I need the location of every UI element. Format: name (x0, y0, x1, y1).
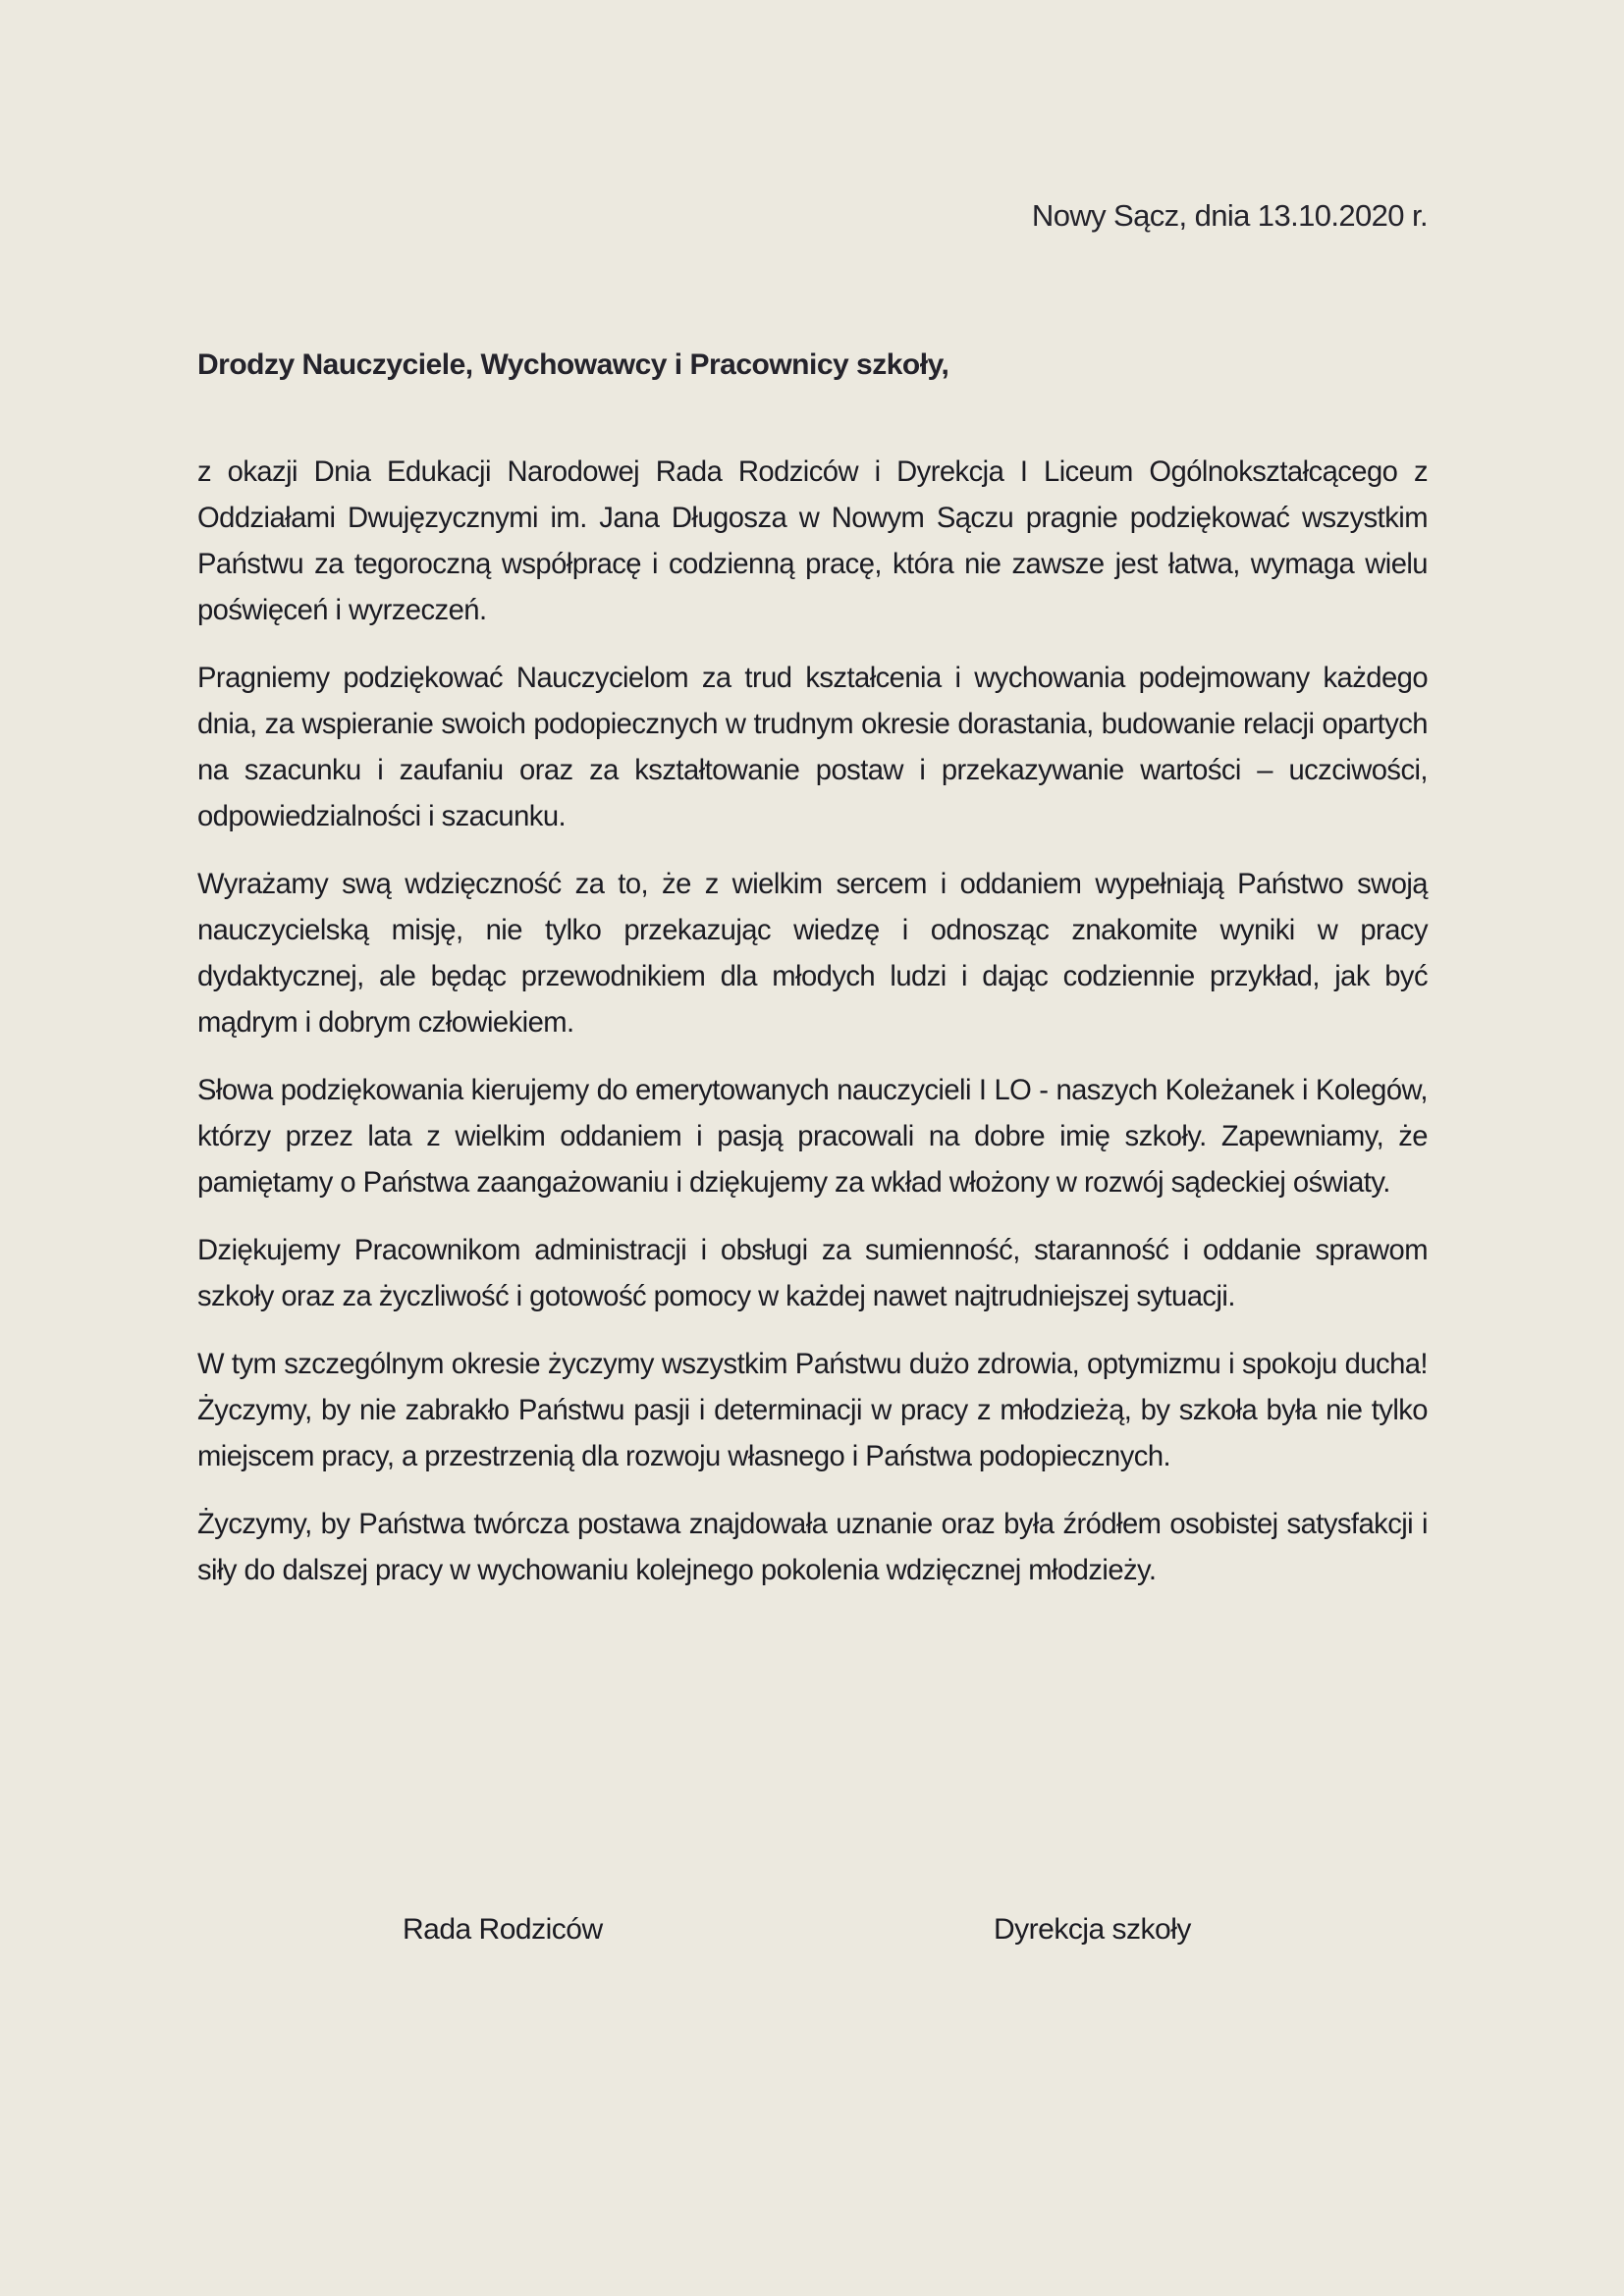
letter-body (197, 450, 1428, 1616)
paragraph-retired-teachers: Słowa podziękowania kierujemy do emerytowanych nauczycieli I LO - naszych Koleżanek i Kolegów, którzy przez lata z wielkim oddaniem i pasją pracowali na dobre imię szkoły. Zapewniamy, że pamiętamy o Państwa zaangażowaniu i dziękujemy za wkład włożony w rozwój sądeckiej oświaty. (197, 1075, 1428, 1199)
paragraph-gratitude: Wyrażamy swą wdzięczność za to, że z wielkim sercem i oddaniem wypełniają Państwo swoją nauczycielską misję, nie tylko przekazując wiedzę i odnosząc znakomite wyniki w pracy dydaktycznej, ale będąc przewodnikiem dla młodych ludzi i dając codziennie przykład, jak być mądrym i dobrym człowiekiem. (197, 869, 1428, 1039)
letter-page (197, 0, 1428, 2296)
paragraph-intro: z okazji Dnia Edukacji Narodowej Rada Rodziców i Dyrekcja I Liceum Ogólnokształcącego z Oddziałami Dwujęzycznymi im. Jana Długosza w Nowym Sączu pragnie podziękować wszystkim Państwu za tegoroczną współpracę i codzienną pracę, która nie zawsze jest łatwa, wymaga wielu poświęceń i wyrzeczeń. (197, 456, 1428, 626)
salutation-heading: Drodzy Nauczyciele, Wychowawcy i Pracownicy szkoły, (197, 348, 949, 381)
signature-parents-council: Rada Rodziców (403, 1913, 603, 1946)
place-date: Nowy Sącz, dnia 13.10.2020 r. (1031, 198, 1428, 233)
paragraph-teachers: Pragniemy podziękować Nauczycielom za trud kształcenia i wychowania podejmowany każdego dnia, za wspieranie swoich podopiecznych w trudnym okresie dorastania, budowanie relacji opartych na szacunku i zaufaniu oraz za kształtowanie postaw i przekazywanie wartości – uczciwości, odpowiedzialności i szacunku. (197, 663, 1428, 832)
paragraph-wishes: W tym szczególnym okresie życzymy wszystkim Państwu dużo zdrowia, optymizmu i spokoju ducha! Życzymy, by nie zabrakło Państwu pasji i determinacji w pracy z młodzieżą, by szkoła była nie tylko miejscem pracy, a przestrzenią dla rozwoju własnego i Państwa podopiecznych. (197, 1349, 1428, 1472)
paragraph-staff: Dziękujemy Pracownikom administracji i obsługi za sumienność, staranność i oddanie sprawom szkoły oraz za życzliwość i gotowość pomocy w każdej nawet najtrudniejszej sytuacji. (197, 1235, 1428, 1312)
signature-block (197, 1908, 1428, 1951)
signature-school-management: Dyrekcja szkoły (994, 1913, 1191, 1946)
paragraph-closing-wishes: Życzymy, by Państwa twórcza postawa znajdowała uznanie oraz była źródłem osobistej satysfakcji i siły do dalszej pracy w wychowaniu kolejnego pokolenia wdzięcznej młodzieży. (197, 1509, 1428, 1586)
